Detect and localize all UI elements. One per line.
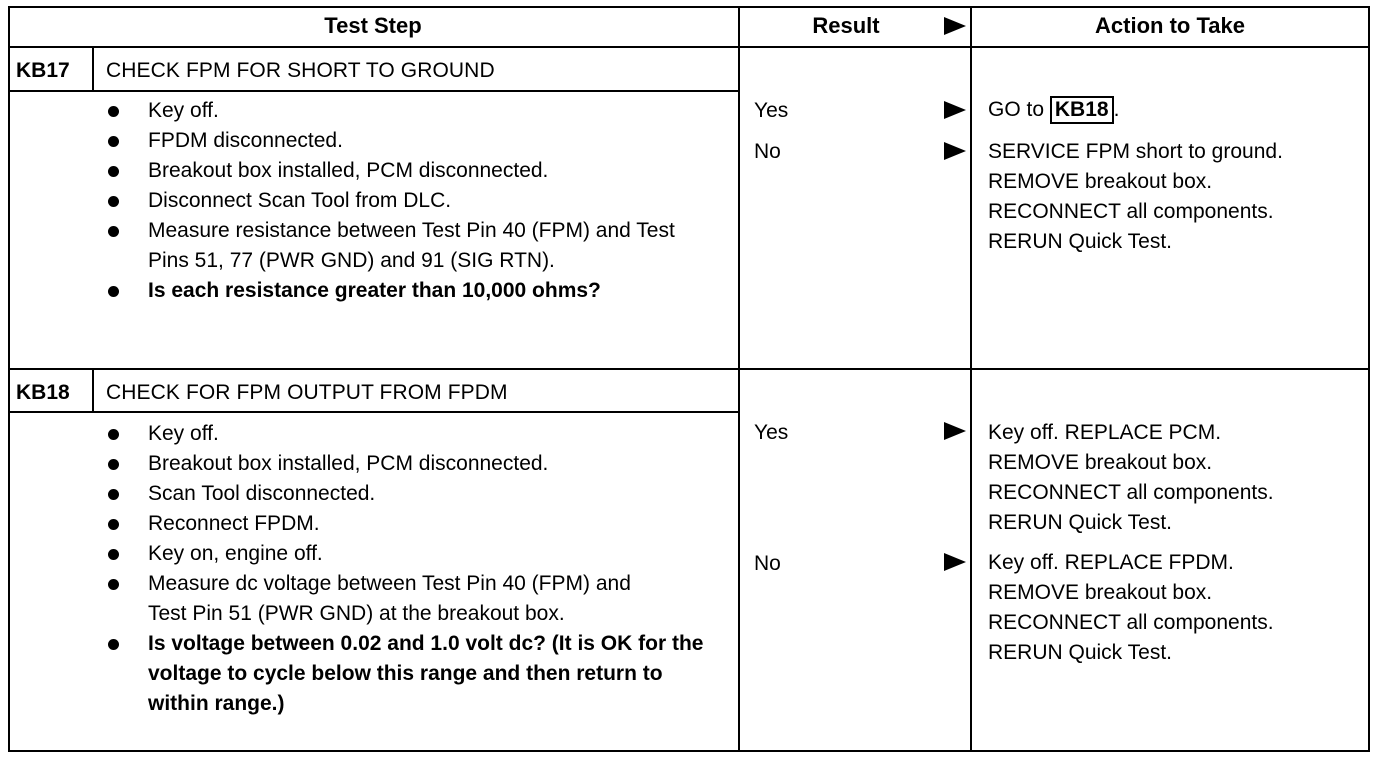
header-result: Result <box>812 13 880 38</box>
table-top-border <box>8 6 1370 8</box>
header-test-step: Test Step <box>324 13 422 38</box>
kb18-title: CHECK FOR FPM OUTPUT FROM FPDM <box>106 381 508 404</box>
kb17-step: Measure resistance between Test Pin 40 (FPM) and Test Pins 51, 77 (PWR GND) and 91 (SIG RTN). <box>104 216 678 276</box>
kb17-no-label: No <box>754 140 781 163</box>
action-line: RECONNECT all components. <box>988 200 1274 223</box>
kb18-step: Scan Tool disconnected. <box>104 479 724 509</box>
kb17-kb18-divider <box>8 368 1370 370</box>
kb17-step: Breakout box installed, PCM disconnected. <box>104 156 724 186</box>
kb18-step: Key on, engine off. <box>104 539 724 569</box>
kb18-no-arrow-icon <box>944 553 966 571</box>
result-right-border <box>970 6 972 752</box>
header-arrow-icon <box>944 17 966 35</box>
kb17-no-arrow-icon <box>944 142 966 160</box>
action-line: REMOVE breakout box. <box>988 581 1213 604</box>
action-line: RERUN Quick Test. <box>988 511 1172 534</box>
kb18-yes-label: Yes <box>754 421 789 444</box>
kb18-title-bottom-border <box>8 411 739 413</box>
action-line: Key off. REPLACE FPDM. <box>988 551 1234 574</box>
action-line: SERVICE FPM short to ground. <box>988 140 1283 163</box>
kb18-step-list <box>104 419 724 719</box>
kb17-step-list <box>104 96 724 306</box>
kb17-yes-action <box>988 95 1119 125</box>
kb17-question: Is each resistance greater than 10,000 ohms? <box>104 276 668 306</box>
header-action: Action to Take <box>1095 13 1245 38</box>
kb17-title-bottom-border <box>8 90 739 92</box>
kb18-no-actions <box>988 548 1274 668</box>
kb17-no-actions <box>988 137 1283 257</box>
kb17-code: KB17 <box>16 59 70 82</box>
action-line: RERUN Quick Test. <box>988 641 1172 664</box>
action-line: REMOVE breakout box. <box>988 451 1213 474</box>
action-line: REMOVE breakout box. <box>988 170 1213 193</box>
kb17-title: CHECK FPM FOR SHORT TO GROUND <box>106 59 495 82</box>
kb18-code: KB18 <box>16 381 70 404</box>
kb17-step: Disconnect Scan Tool from DLC. <box>104 186 724 216</box>
go-to-text: GO to <box>988 98 1045 121</box>
kb18-reference-link[interactable]: KB18 <box>1050 96 1114 124</box>
kb17-yes-label: Yes <box>754 99 789 122</box>
kb18-step: Measure dc voltage between Test Pin 40 (FPM) and Test Pin 51 (PWR GND) at the breakout box. <box>104 569 648 629</box>
kb18-step: Breakout box installed, PCM disconnected. <box>104 449 724 479</box>
test-step-right-border <box>738 6 740 752</box>
action-line: Key off. REPLACE PCM. <box>988 421 1222 444</box>
table-right-border <box>1368 6 1370 752</box>
period-text: . <box>1113 98 1120 121</box>
kb18-question: Is voltage between 0.02 and 1.0 volt dc? (It is OK for the voltage to cycle below this range and then return to within range.) <box>104 629 708 719</box>
code-column-divider-kb18 <box>92 369 94 412</box>
action-line: RECONNECT all components. <box>988 611 1274 634</box>
code-column-divider-kb17 <box>92 47 94 91</box>
table-bottom-border <box>8 750 1370 752</box>
kb17-step: Key off. <box>104 96 724 126</box>
kb17-yes-arrow-icon <box>944 101 966 119</box>
header-bottom-border <box>8 46 1370 48</box>
action-line: RERUN Quick Test. <box>988 230 1172 253</box>
table-left-border <box>8 6 10 752</box>
kb18-step: Key off. <box>104 419 724 449</box>
kb18-yes-arrow-icon <box>944 422 966 440</box>
kb18-no-label: No <box>754 552 781 575</box>
action-line: RECONNECT all components. <box>988 481 1274 504</box>
kb18-step: Reconnect FPDM. <box>104 509 724 539</box>
kb18-yes-actions <box>988 418 1274 538</box>
kb17-step: FPDM disconnected. <box>104 126 724 156</box>
